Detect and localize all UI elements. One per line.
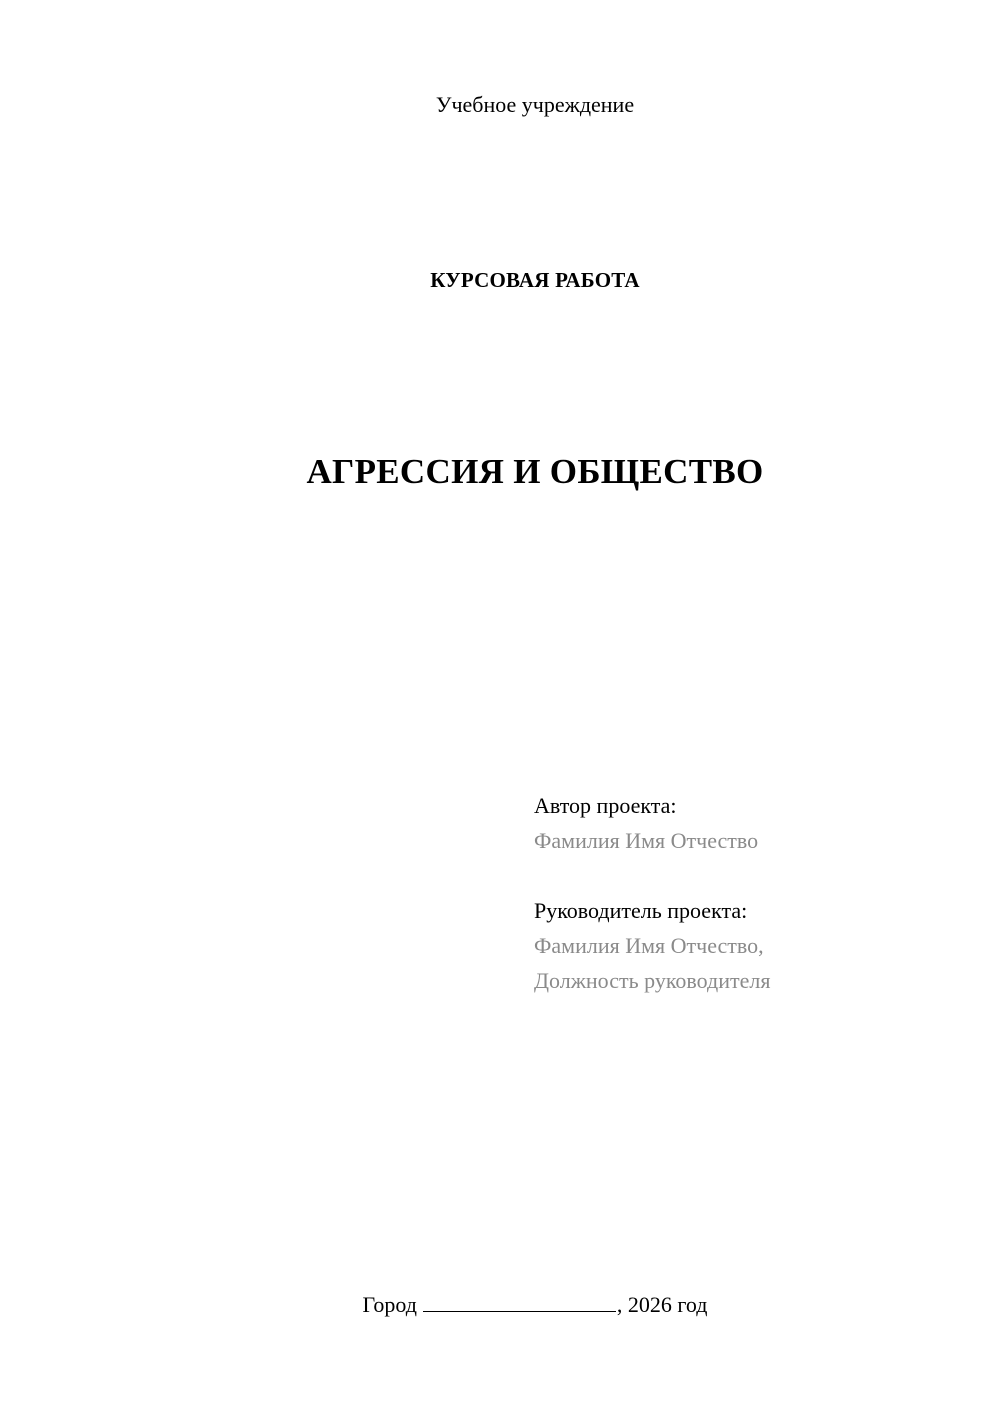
credits-block: [534, 788, 974, 998]
supervisor-name: Фамилия Имя Отчество,: [534, 933, 764, 958]
year-text: , 2026 год: [616, 1292, 708, 1317]
document-title: АГРЕССИЯ И ОБЩЕСТВО: [306, 452, 764, 491]
author-name: Фамилия Имя Отчество: [534, 828, 759, 853]
document-type: КУРСОВАЯ РАБОТА: [430, 268, 640, 292]
supervisor-position: Должность руководителя: [534, 968, 771, 993]
footer-city-year: [70, 1291, 1000, 1318]
institution-name: Учебное учреждение: [435, 92, 635, 117]
supervisor-label: Руководитель проекта:: [534, 898, 748, 923]
author-label: Автор проекта:: [534, 793, 677, 818]
city-blank-line: [423, 1291, 616, 1312]
spacer: [534, 858, 974, 893]
city-label: Город: [362, 1292, 417, 1317]
